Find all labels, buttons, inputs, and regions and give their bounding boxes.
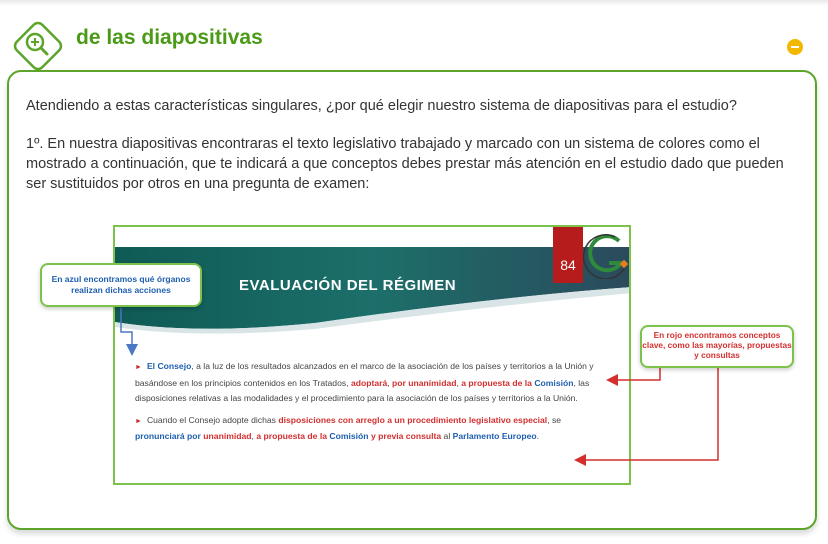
slide-text-run: , bbox=[251, 431, 257, 441]
highlight-blue: Comisión bbox=[534, 377, 574, 388]
slide-text-run: , se bbox=[547, 414, 562, 425]
slide-text-run: , a la luz de los resultados alcanzados en el marco de la asociación de los países y territorios a la Unión y basándose en los principios contenidos en los Tratados, bbox=[135, 361, 594, 388]
callout-red: En rojo encontramos conceptos clave, como las mayorías, propuestas y consultas bbox=[640, 325, 794, 368]
section-title: de las diapositivas bbox=[76, 26, 263, 49]
highlight-red: a propuesta de la bbox=[461, 377, 532, 388]
slide-text-run: , bbox=[456, 377, 462, 388]
intro-text: Atendiendo a estas características singulares, ¿por qué elegir nuestro sistema de diapositivas para el estudio? bbox=[26, 98, 737, 114]
highlight-red: adoptará bbox=[350, 377, 388, 388]
highlight-red: y previa consulta bbox=[370, 431, 442, 441]
bullet-icon: ► bbox=[135, 417, 142, 425]
bullet-icon: ► bbox=[135, 364, 142, 371]
collapse-button[interactable] bbox=[787, 39, 803, 55]
g-logo-icon bbox=[583, 229, 629, 279]
highlight-blue: Parlamento Europeo bbox=[452, 431, 537, 441]
slide-text-run: . bbox=[536, 431, 540, 441]
top-shadow bbox=[0, 0, 828, 6]
highlight-red: por unanimidad bbox=[392, 377, 457, 388]
point-1-text: 1º. En nuestra diapositivas encontraras el texto legislativo trabajado y marcado con un sistema de colores como el mostrado a continuación, que te indicará a que conceptos debes prestar más atención en el estudio dado que pueden ser sustituidos por otros en una pregunta de examen: bbox=[26, 136, 784, 192]
highlight-blue: Comisión bbox=[329, 431, 369, 441]
slide-text-run: , las disposiciones relativas a las modalidades y el procedimiento para la asociación de los países y territorios a la Unión. bbox=[135, 377, 590, 403]
slide-text-run: Cuando el Consejo adopte dichas bbox=[146, 414, 279, 425]
slide-paragraph-2 bbox=[135, 413, 609, 445]
highlight-red: unanimidad bbox=[203, 431, 252, 441]
slide-text-run: al bbox=[441, 431, 453, 441]
highlight-red: a propuesta de la bbox=[256, 431, 327, 441]
callout-blue: En azul encontramos qué órganos realizan dichas acciones bbox=[40, 263, 202, 307]
slide-body bbox=[135, 359, 609, 451]
highlight-blue: pronunciará por bbox=[135, 431, 201, 441]
slide-text-run: , bbox=[387, 377, 393, 388]
section-header bbox=[0, 10, 828, 68]
slide-paragraph-1 bbox=[135, 359, 609, 407]
slide-title: EVALUACIÓN DEL RÉGIMEN bbox=[239, 277, 457, 294]
highlight-blue: El Consejo bbox=[146, 361, 192, 371]
zoom-in-icon bbox=[10, 18, 66, 74]
highlight-red: disposiciones con arreglo a un procedimiento legislativo especial bbox=[278, 414, 548, 425]
slide-page-number: 84 bbox=[553, 227, 583, 283]
